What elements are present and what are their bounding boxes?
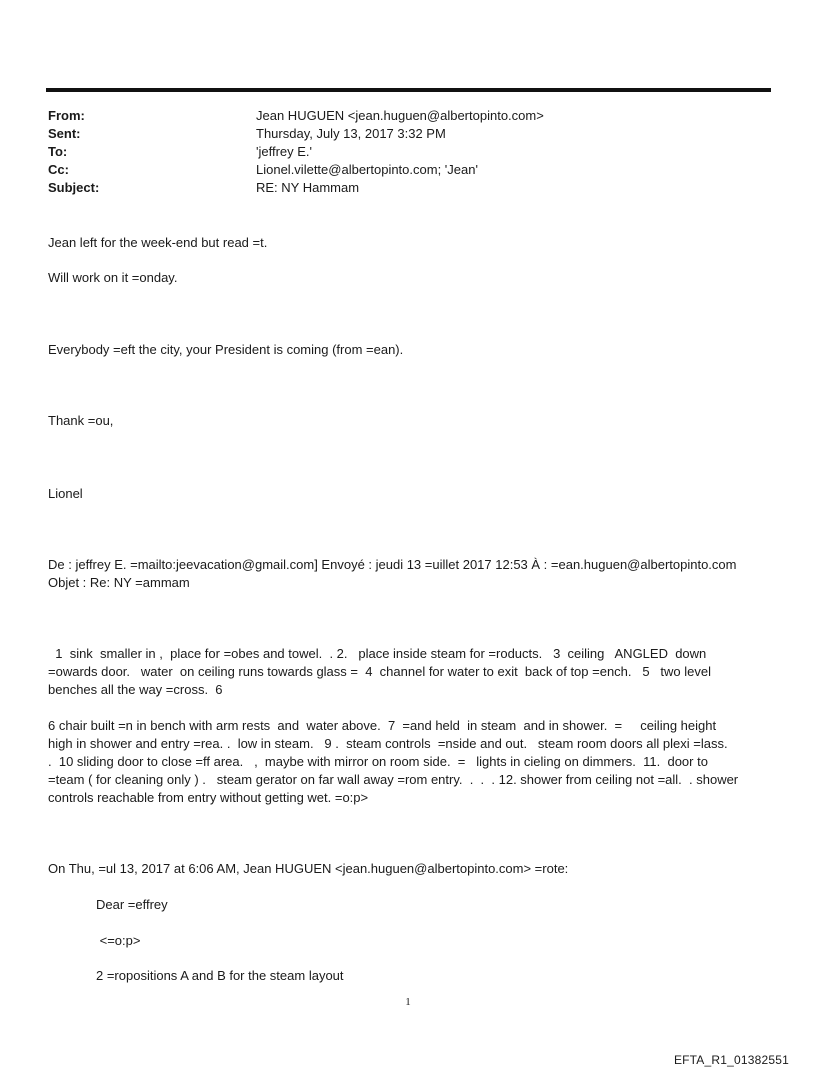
from-row: [48, 107, 85, 125]
from-label: From:: [48, 108, 85, 123]
body-paragraph: 6 chair built =n in bench with arm rests and water above. 7 =and held in steam and in shower. = ceiling height high in shower and entry =rea. . low in steam. 9 . steam controls =nside and out. steam room doors all plexi =lass. . 10 sliding door to close =ff area. , maybe with mirror on room side. = lights in cieling on dimmers. 11. door to =team ( for cleaning only ) . steam gerator on far wall away =rom entry. . . . 12. shower from ceiling not =all. . shower controls reachable from entry without getting wet. =o:p>: [48, 718, 739, 805]
sent-row: [48, 125, 81, 143]
sent-label: Sent:: [48, 126, 81, 141]
cc-value: Lionel.vilette@albertopinto.com; 'Jean': [256, 162, 478, 177]
quoted-paragraph: <=o:p>: [96, 933, 141, 948]
body-paragraph: Will work on it =onday.: [48, 270, 178, 285]
subject-row: [48, 179, 99, 197]
quote-attribution: On Thu, =ul 13, 2017 at 6:06 AM, Jean HUGUEN <jean.huguen@albertopinto.com> =rote:: [48, 861, 569, 876]
sent-value: Thursday, July 13, 2017 3:32 PM: [256, 126, 446, 141]
body-paragraph: 1 sink smaller in , place for =obes and towel. . 2. place inside steam for =roducts. 3 ceiling ANGLED down =owards door. water on ceiling runs towards glass = 4 channel for water to exit back of top =ench. 5 two level benches all the way =cross. 6: [48, 646, 711, 697]
subject-label: Subject:: [48, 180, 100, 195]
quoted-header: De : jeffrey E. =mailto:jeevacation@gmail.com] Envoyé : jeudi 13 =uillet 2017 12:53 À : =ean.huguen@albertopinto.com Objet : Re: NY =ammam: [48, 557, 737, 590]
subject-value: RE: NY Hammam: [256, 180, 360, 195]
body-paragraph: Thank =ou,: [48, 413, 114, 428]
signature: Lionel: [48, 486, 83, 501]
to-label: To:: [48, 144, 68, 159]
to-value: 'jeffrey E.': [256, 144, 313, 159]
cc-label: Cc:: [48, 162, 69, 177]
cc-row: [48, 161, 69, 179]
body-paragraph: Jean left for the week-end but read =t.: [48, 235, 268, 250]
header-divider: [46, 88, 771, 92]
bates-number: EFTA_R1_01382551: [673, 1053, 789, 1067]
body-paragraph: Everybody =eft the city, your President is coming (from =ean).: [48, 342, 404, 357]
page-number: 1: [405, 996, 411, 1008]
quoted-paragraph: Dear =effrey: [96, 897, 168, 912]
from-value: Jean HUGUEN <jean.huguen@albertopinto.com>: [256, 108, 544, 123]
to-row: [48, 143, 67, 161]
quoted-paragraph: 2 =ropositions A and B for the steam layout: [96, 968, 344, 983]
